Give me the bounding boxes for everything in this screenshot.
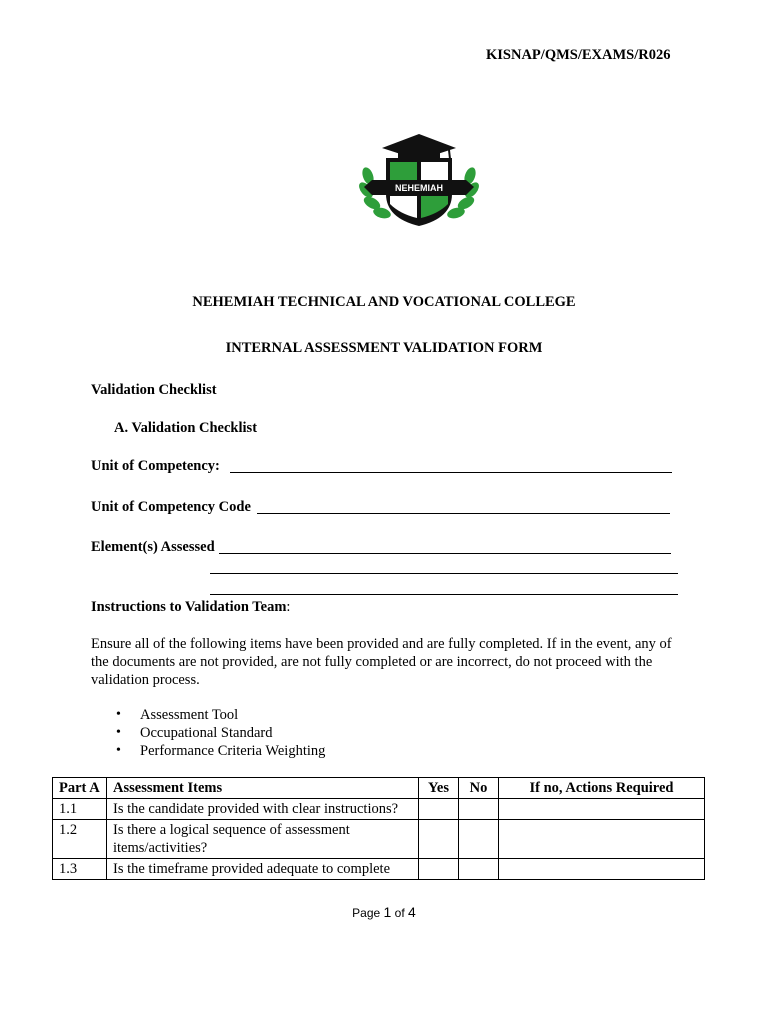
list-item: • Assessment Tool xyxy=(91,706,325,724)
unit-code-field[interactable] xyxy=(257,499,670,514)
row-number: 1.1 xyxy=(53,799,107,820)
form-title: INTERNAL ASSESSMENT VALIDATION FORM xyxy=(225,340,543,356)
yes-cell[interactable] xyxy=(419,820,459,859)
row-number: 1.3 xyxy=(53,859,107,880)
no-cell[interactable] xyxy=(459,799,499,820)
header-no: No xyxy=(459,778,499,799)
instructions-text: Ensure all of the following items have been provided and are fully completed. If in the event, any of the documents are not provided, are not fully completed or are incorrect, do not proceed with the validation process. xyxy=(91,636,672,688)
header-part: Part A xyxy=(53,778,107,799)
table-row xyxy=(53,799,705,820)
elements-assessed-field-2[interactable] xyxy=(210,559,678,574)
yes-cell[interactable] xyxy=(419,799,459,820)
actions-cell[interactable] xyxy=(499,820,705,859)
section-title: Validation Checklist xyxy=(91,382,217,398)
college-name: NEHEMIAH TECHNICAL AND VOCATIONAL COLLEGE xyxy=(192,294,576,310)
header-assessment-items: Assessment Items xyxy=(107,778,419,799)
elements-assessed-field-3[interactable] xyxy=(210,580,678,595)
unit-of-competency-label: Unit of Competency: xyxy=(91,458,220,474)
no-cell[interactable] xyxy=(459,820,499,859)
row-item: Is the timeframe provided adequate to complete xyxy=(107,859,419,880)
table-row xyxy=(53,820,705,859)
required-documents-list xyxy=(91,706,325,760)
instructions-heading: Instructions to Validation Team: xyxy=(91,599,291,615)
total-pages: 4 xyxy=(408,904,416,920)
sub-section-title: A. Validation Checklist xyxy=(114,420,258,436)
row-number: 1.2 xyxy=(53,820,107,859)
document-code: KISNAP/QMS/EXAMS/R026 xyxy=(486,47,671,63)
current-page: 1 xyxy=(383,904,392,920)
elements-assessed-field-1[interactable] xyxy=(219,539,671,554)
college-crest-icon xyxy=(354,128,484,228)
no-cell[interactable] xyxy=(459,859,499,880)
table-header-row xyxy=(53,778,705,799)
table-row xyxy=(53,859,705,880)
unit-code-label: Unit of Competency Code xyxy=(91,499,251,515)
row-item: Is there a logical sequence of assessment items/activities? xyxy=(107,820,419,859)
actions-cell[interactable] xyxy=(499,859,705,880)
list-item: • Occupational Standard xyxy=(91,724,325,742)
svg-text:NEHEMIAH: NEHEMIAH xyxy=(394,183,444,193)
header-yes: Yes xyxy=(419,778,459,799)
list-item: • Performance Criteria Weighting xyxy=(91,742,325,760)
college-logo xyxy=(354,128,484,228)
elements-assessed-label: Element(s) Assessed xyxy=(91,539,215,555)
yes-cell[interactable] xyxy=(419,859,459,880)
row-item: Is the candidate provided with clear instructions? xyxy=(107,799,419,820)
actions-cell[interactable] xyxy=(499,799,705,820)
page-footer: Page 1 of 4 xyxy=(352,904,416,920)
validation-checklist-table xyxy=(52,777,705,880)
header-actions: If no, Actions Required xyxy=(499,778,705,799)
unit-of-competency-field[interactable] xyxy=(230,458,672,473)
